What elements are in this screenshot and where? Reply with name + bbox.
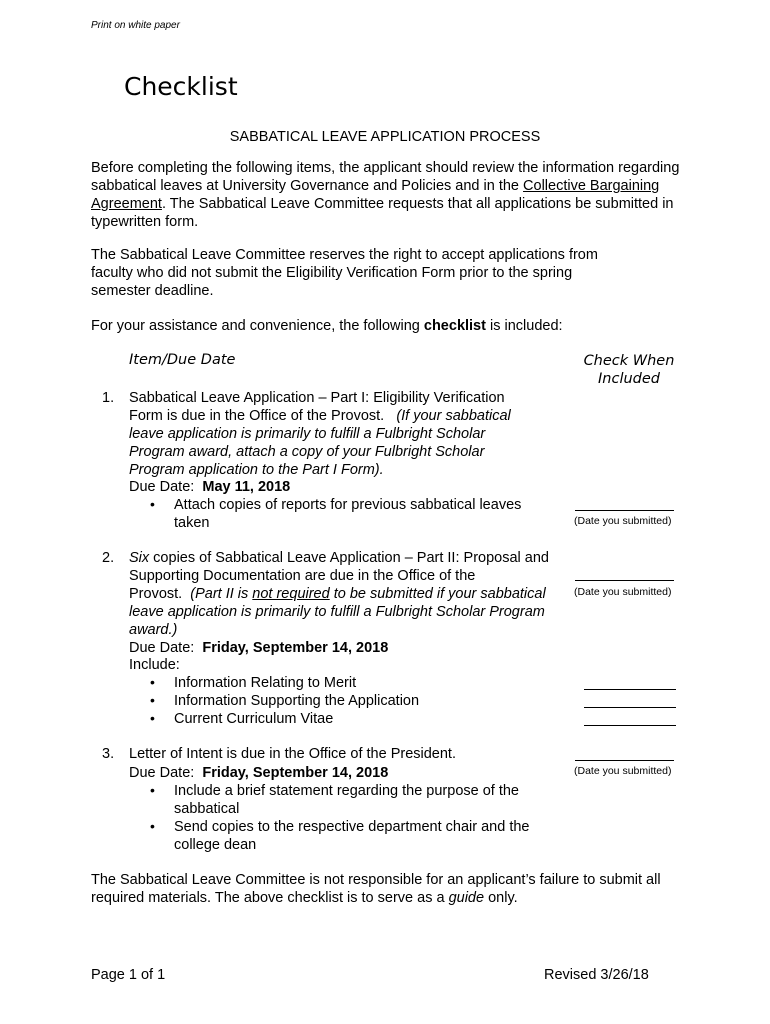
item-3-date-line[interactable] [575, 760, 674, 761]
intro-paragraph-2: The Sabbatical Leave Committee reserves the right to accept applications from faculty who did not submit the Eligibility Verification Form prior to the spring semester deadline. [91, 247, 598, 299]
intro-p1-text-2: . The Sabbatical Leave Committee requests that all applications be submitted in typewritten form. [91, 196, 674, 230]
bullet-icon: • [150, 674, 155, 690]
item-2-number: 2. [102, 550, 115, 566]
bullet-icon: • [150, 782, 155, 798]
item-2-bullet-1: Information Relating to Merit [174, 675, 357, 691]
item-1-due [129, 478, 290, 496]
item-3-bullet-2: Send copies to the respective department chair and the college dean [174, 819, 530, 853]
item-2-date-caption: (Date you submitted) [574, 586, 672, 598]
item-2-six: Six [129, 550, 150, 566]
item-2-check-line-2[interactable] [584, 707, 676, 708]
item-3-bullet-1: Include a brief statement regarding the purpose of the sabbatical [174, 783, 519, 817]
item-2-due-value: Friday, September 14, 2018 [202, 640, 389, 656]
bullet-icon: • [150, 496, 155, 512]
item-1-text [129, 389, 537, 479]
item-2-check-line-3[interactable] [584, 725, 676, 726]
item-2-include-label: Include: [129, 657, 180, 673]
item-2-due [129, 639, 388, 657]
item-2-due-label: Due Date: [129, 640, 195, 656]
item-2-note-b: to be submitted if your sabbatical leave application is primarily to fulfill a Fulbright Scholar Program award.) [129, 586, 546, 638]
bullet-icon: • [150, 710, 155, 726]
item-1-due-label: Due Date: [129, 479, 195, 495]
item-2-bullet-2: Information Supporting the Application [174, 693, 420, 709]
intro-paragraph-1 [91, 159, 681, 231]
column-header-check: Check When Included [583, 353, 675, 387]
item-2-bullet-3: Current Curriculum Vitae [174, 711, 334, 727]
item-1-due-value: May 11, 2018 [202, 479, 291, 495]
item-2-check-line-1[interactable] [584, 689, 676, 690]
item-2-date-line[interactable] [575, 580, 674, 581]
closing-text-2: only. [484, 890, 518, 906]
revised-date: Revised 3/26/18 [544, 967, 649, 983]
item-1-note: (If your sabbatical leave application is primarily to fulfill a Fulbright Scholar Program award, attach a copy of your Fulbright Scholar Program application to the Part I Form). [129, 408, 511, 478]
item-1-number: 1. [102, 390, 115, 406]
page-title: Checklist [124, 72, 238, 101]
print-note: Print on white paper [91, 20, 180, 31]
item-1-bullet-1: Attach copies of reports for previous sabbatical leaves taken [174, 497, 522, 531]
item-1-date-caption: (Date you submitted) [574, 515, 672, 527]
item-3-date-caption: (Date you submitted) [574, 765, 672, 777]
item-3-number: 3. [102, 746, 115, 762]
item-3-due-value: Friday, September 14, 2018 [202, 765, 389, 781]
item-2-description: copies of Sabbatical Leave Application – Part II: Proposal and Supporting Documentation are due in the Office of the Provost. [129, 550, 549, 602]
intro-p3-bold: checklist [423, 318, 486, 334]
intro-p1-text: Before completing the following items, the applicant should review the information regarding sabbatical leaves at University Governance and Policies and in the [91, 160, 680, 194]
subtitle: SABBATICAL LEAVE APPLICATION PROCESS [229, 129, 541, 145]
item-2-note-a: (Part II is [190, 586, 253, 602]
item-3-due [129, 764, 388, 782]
intro-p3-text-2: is included: [485, 318, 563, 334]
bullet-icon: • [150, 818, 155, 834]
item-3-text: Letter of Intent is due in the Office of the President. [129, 746, 456, 762]
page-number: Page 1 of 1 [91, 967, 166, 983]
intro-paragraph-3 [91, 317, 691, 335]
closing-paragraph [91, 871, 681, 907]
bullet-icon: • [150, 692, 155, 708]
item-2-text [129, 549, 561, 639]
column-header-item: Item/Due Date [129, 352, 236, 368]
closing-guide: guide [448, 890, 485, 906]
item-1-date-line[interactable] [575, 510, 674, 511]
intro-p3-text: For your assistance and convenience, the following [91, 318, 424, 334]
closing-text: The Sabbatical Leave Committee is not responsible for an applicant’s failure to submit all required materials. The above checklist is to serve as a [91, 872, 661, 906]
item-1-description: Sabbatical Leave Application – Part I: Eligibility Verification Form is due in the Office of the Provost. [129, 390, 505, 424]
cba-link[interactable]: Collective Bargaining Agreement [91, 178, 660, 212]
item-2-note-underlined: not required [252, 586, 330, 602]
item-3-due-label: Due Date: [129, 765, 195, 781]
